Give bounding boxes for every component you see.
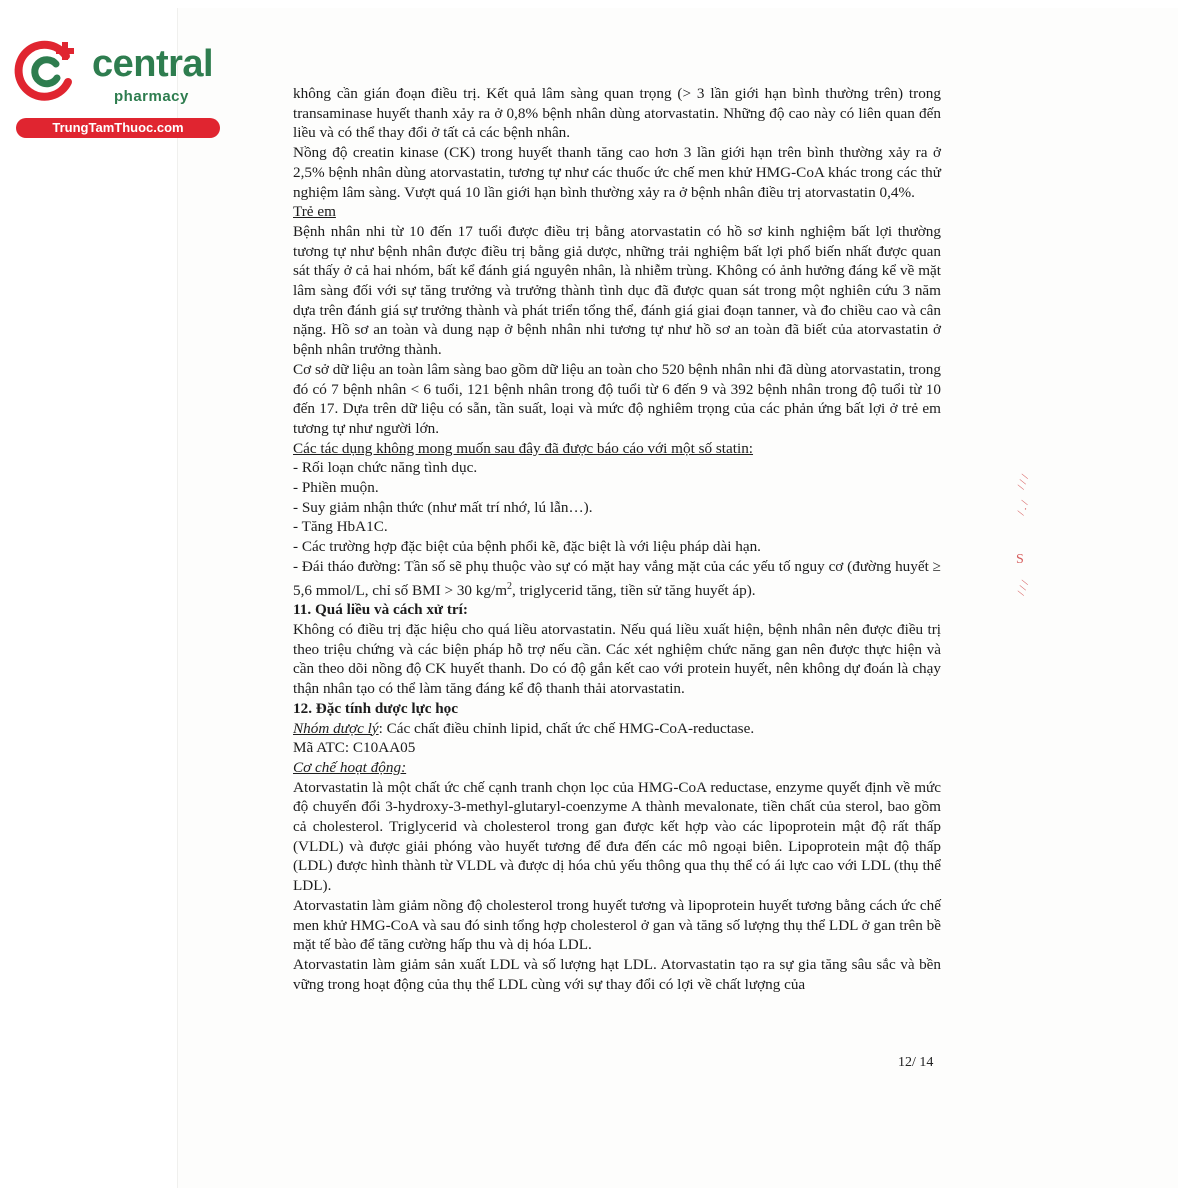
children-subheading: Trẻ em bbox=[293, 203, 336, 221]
paragraph: Atorvastatin làm giảm sản xuất LDL và số lượng hạt LDL. Atorvastatin tạo ra sự gia tăng sâu sắc và bền vững trong hoạt động của thụ thể LDL cùng với sự thay đổi có lợi về chất lượng của bbox=[293, 956, 941, 993]
logo-brand-sub: pharmacy bbox=[114, 88, 189, 105]
scan-margin-marks: / / / / . / S / / / bbox=[1015, 473, 1032, 597]
list-item: - Suy giảm nhận thức (như mất trí nhớ, lú lẫn…). bbox=[293, 498, 593, 516]
pharmacologic-group bbox=[293, 719, 941, 739]
list-item: - Phiền muộn. bbox=[293, 479, 379, 497]
paragraph: Nồng độ creatin kinase (CK) trong huyết thanh tăng cao hơn 3 lần giới hạn trên bình thường xảy ra ở 2,5% bệnh nhân dùng atorvastatin, tương tự như các thuốc ức chế men khử HMG-CoA khác trong các thử nghiệm lâm sàng. Vượt quá 10 lần giới hạn bình thường xảy ra ở bệnh nhân điều trị atorvastatin 0,4%. bbox=[293, 144, 941, 201]
paragraph: không cần gián đoạn điều trị. Kết quả lâm sàng quan trọng (> 3 lần giới hạn bình thường trên) trong transaminase huyết thanh xảy ra ở 0,8% bệnh nhân dùng atorvastatin. Những độ cao này có liên quan đến liều và có thể thay đổi ở tất cả các bệnh nhân. bbox=[293, 85, 941, 142]
logo-brand-name: central bbox=[92, 43, 214, 85]
pharmacy-cross-logo-icon bbox=[10, 36, 82, 108]
list-item: - Tăng HbA1C. bbox=[293, 518, 388, 536]
central-pharmacy-logo[interactable] bbox=[10, 36, 220, 136]
group-label: Nhóm dược lý bbox=[293, 719, 379, 737]
diabetes-text: - Đái tháo đường: Tần số sẽ phụ thuộc vào sự có mặt hay vắng mặt của các yếu tố nguy cơ (đường huyết ≥ 5,6 mmol/L, chỉ số BMI > 30 kg/m bbox=[293, 557, 941, 599]
superscript: 2 bbox=[507, 580, 513, 592]
diabetes-tail: , triglycerid tăng, tiền sử tăng huyết áp). bbox=[512, 581, 756, 599]
document-body bbox=[293, 84, 941, 994]
list-item-diabetes bbox=[293, 557, 941, 600]
mechanism-subheading: Cơ chế hoạt động: bbox=[293, 758, 407, 776]
list-item: - Rối loạn chức năng tình dục. bbox=[293, 459, 478, 477]
statin-effects-subheading: Các tác dụng không mong muốn sau đây đã được báo cáo với một số statin: bbox=[293, 439, 754, 457]
paragraph: Bệnh nhân nhi từ 10 đến 17 tuổi được điều trị bằng atorvastatin có hồ sơ kinh nghiệm bất lợi thường tương tự như bệnh nhân được điều trị bằng giả dược, những trải nghiệm bất lợi phổ biến nhất được quan sát thấy ở cả hai nhóm, bất kể đánh giá nguyên nhân, là nhiễm trùng. Không có ảnh hưởng đáng kể về mặt lâm sàng đối với sự tăng trưởng và trưởng thành tình dục đã được quan sát trong một nghiên cứu 3 năm dựa trên đánh giá sự trưởng thành và phát triển tổng thể, đánh giá giai đoạn tanner, và đo chiều cao và cân nặng. Hồ sơ an toàn và dung nạp ở bệnh nhân nhi tương tự như hồ sơ an toàn đã biết của atorvastatin ở bệnh nhân trưởng thành. bbox=[293, 222, 941, 359]
section-11-heading: 11. Quá liều và cách xử trí: bbox=[293, 601, 468, 619]
paragraph: Không có điều trị đặc hiệu cho quá liều atorvastatin. Nếu quá liều xuất hiện, bệnh nhân nên được điều trị theo triệu chứng và các biện pháp hỗ trợ nếu cần. Các xét nghiệm chức năng gan nên được thực hiện và cần theo dõi nồng độ CK huyết thanh. Do có độ gắn kết cao với protein huyết, nên không dự đoán là chạy thận nhân tạo có thể làm tăng đáng kể độ thanh thải atorvastatin. bbox=[293, 621, 941, 698]
paragraph: Cơ sở dữ liệu an toàn lâm sàng bao gồm dữ liệu an toàn cho 520 bệnh nhân nhi đã dùng atorvastatin, trong đó có 7 bệnh nhân < 6 tuổi, 121 bệnh nhân trong độ tuổi từ 6 đến 9 và 392 bệnh nhân trong độ tuổi từ 10 đến 17. Dựa trên dữ liệu có sẵn, tần suất, loại và mức độ nghiêm trọng của các phản ứng bất lợi ở trẻ em tương tự như người lớn. bbox=[293, 360, 941, 437]
page-number: 12/ 14 bbox=[898, 1055, 934, 1070]
paragraph: Atorvastatin là một chất ức chế cạnh tranh chọn lọc của HMG-CoA reductase, enzyme quyết định về mức độ chuyển đổi 3-hydroxy-3-methyl-glutaryl-coenzyme A thành mevalonate, tiền chất của sterol, bao gồm cả cholesterol. Triglycerid và cholesterol trong gan được kết hợp vào các lipoprotein mật độ rất thấp (VLDL) và được giải phóng vào huyết tương để đưa đến các mô ngoại biên. Lipoprotein mật độ thấp (LDL) được hình thành từ VLDL và được dị hóa chủ yếu thông qua thụ thể có ái lực cao với LDL (thụ thể LDL). bbox=[293, 778, 941, 895]
group-value: : Các chất điều chỉnh lipid, chất ức chế HMG-CoA-reductase. bbox=[378, 719, 755, 737]
list-item: - Các trường hợp đặc biệt của bệnh phổi kẽ, đặc biệt là với liệu pháp dài hạn. bbox=[293, 538, 761, 556]
atc-code: Mã ATC: C10AA05 bbox=[293, 739, 416, 757]
paragraph: Atorvastatin làm giảm nồng độ cholesterol trong huyết tương và lipoprotein huyết tương bằng cách ức chế men khử HMG-CoA và sau đó sinh tổng hợp cholesterol ở gan và tăng số lượng thụ thể LDL ở gan trên bề mặt tế bào để tăng cường hấp thu và dị hóa LDL. bbox=[293, 896, 941, 954]
section-12-heading: 12. Đặc tính dược lực học bbox=[293, 699, 459, 717]
logo-website-badge[interactable]: TrungTamThuoc.com bbox=[16, 118, 220, 138]
